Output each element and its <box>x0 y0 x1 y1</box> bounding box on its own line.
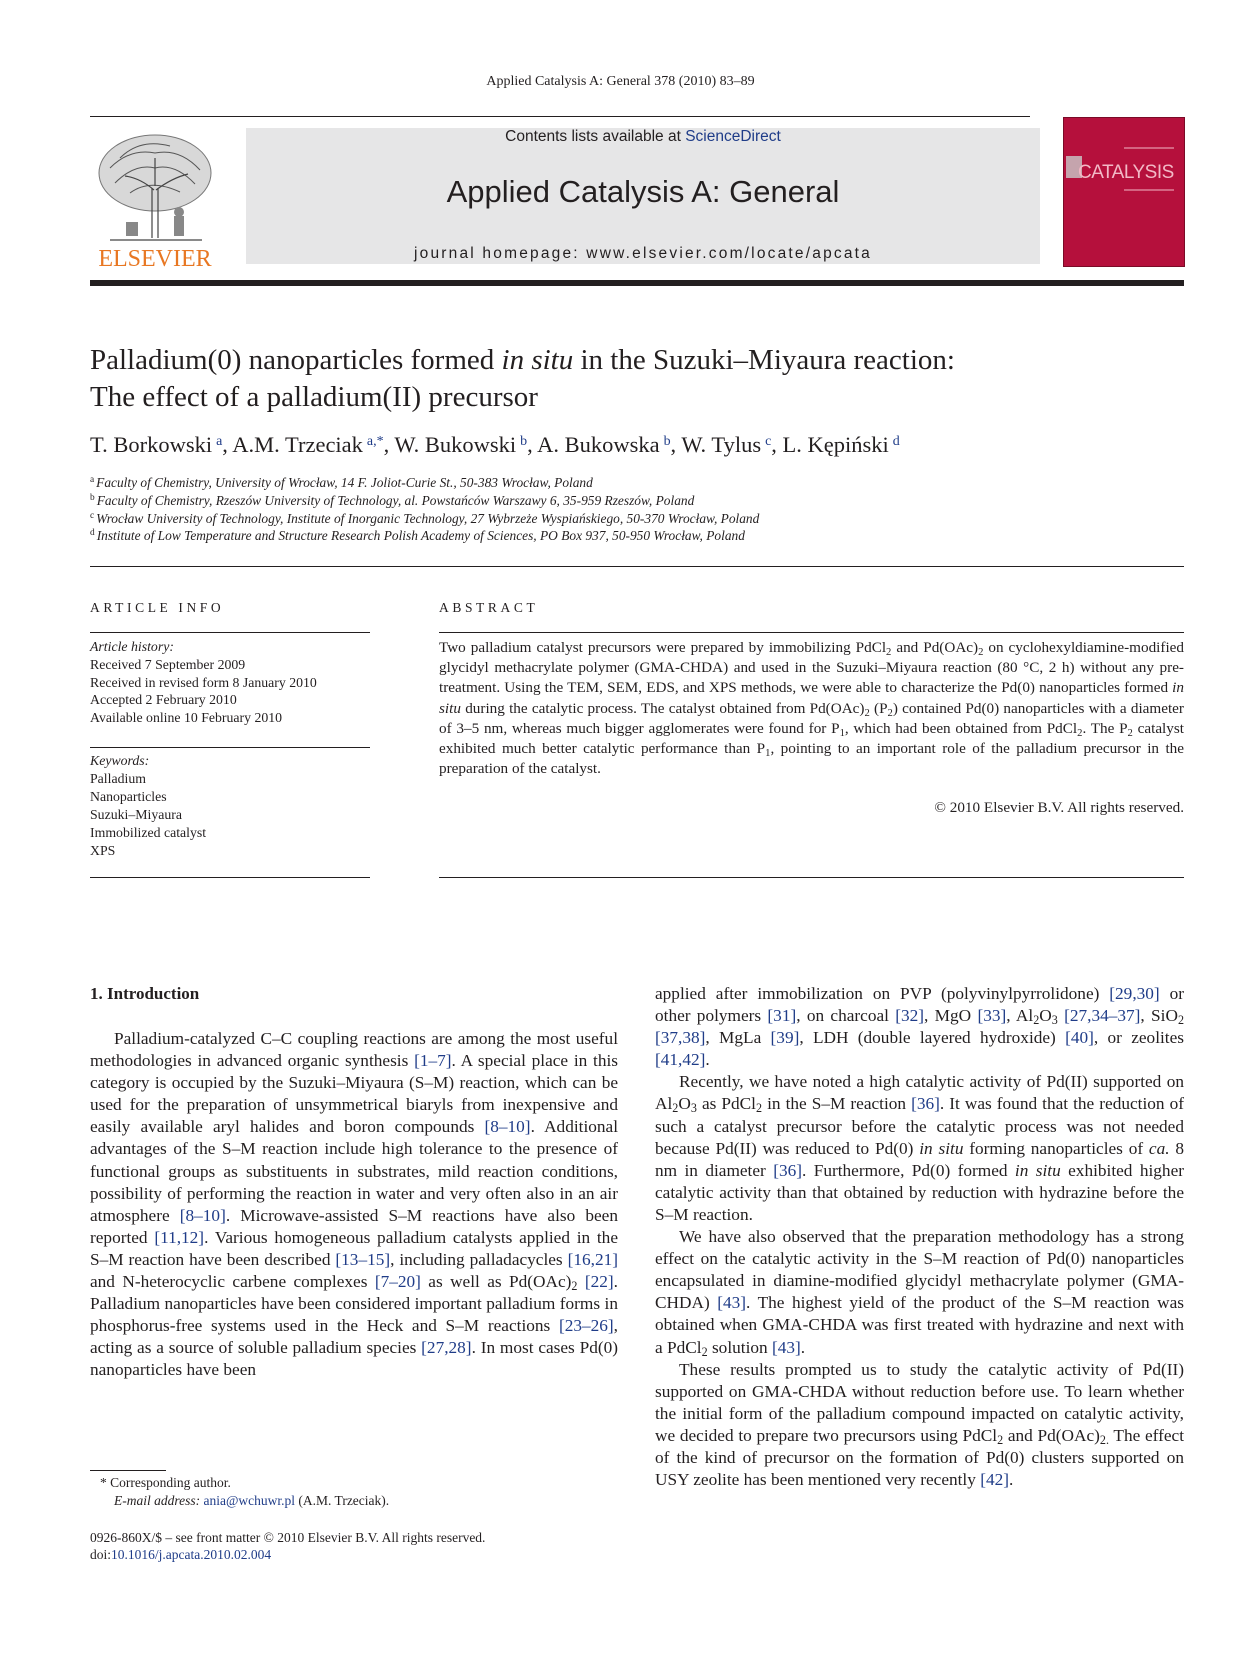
info-rule <box>90 747 370 748</box>
paragraph: These results prompted us to study the catalytic activity of Pd(II) supported on GMA-CHDA without reduction before use. To learn whether the initial form of the palladium compound impacted on catalytic activity, we decided to prepare two precursors using PdCl$_2$ and $Pd(OAc)_{2.}$ The effect of the kind of precursor on the formation of Pd(0) clusters supported on USY zeolite has been mentioned very recently [42]. <box>655 1359 1184 1490</box>
affiliation-line <box>90 474 1184 492</box>
history-item: Accepted 2 February 2010 <box>90 692 237 708</box>
paragraph: Palladium-catalyzed C–C coupling reactions are among the most useful methodologies in advanced organic synthesis [1–7]. A special place in this category is occupied by the Suzuki–Miyaura (S–M) reaction, which can be used for the preparation of unsymmetrical biaryls from inexpensive and easily available aryl halides and boron compounds [8–10]. Additional advantages of the S–M reaction include high tolerance to the presence of functional groups as substituents in substrates, mild reaction conditions, possibility of performing the reaction in water and very often also in an air atmosphere [8–10]. Microwave-assisted S–M reactions have also been reported [11,12]. Various homogeneous palladium catalysts applied in the S–M reaction have been described [13–15], including palladacycles [16,21] and N-heterocyclic carbene complexes [7–20] as well as $Pd(OAc)_2$ [22]. Palladium nanoparticles have been considered important palladium forms in phosphorus-free systems used in the Heck and S–M reactions [23–26], acting as a source of soluble palladium species [27,28]. In most cases Pd(0) nanoparticles have been <box>90 1029 619 1380</box>
history-item: Received in revised form 8 January 2010 <box>90 674 317 690</box>
affiliation-mark: d <box>90 528 95 539</box>
running-head: Applied Catalysis A: General 378 (2010) 83–89 <box>486 74 755 89</box>
header-rule <box>90 116 1030 117</box>
contents-line <box>246 128 1040 146</box>
citation-link[interactable]: [13–15] <box>335 1249 391 1269</box>
doi-prefix: doi: <box>90 1547 112 1562</box>
author-email-link[interactable]: ania@wchuwr.pl <box>203 1493 296 1508</box>
citation-link[interactable]: [31] <box>767 1006 797 1026</box>
elsevier-tree-icon <box>90 128 220 246</box>
author-affiliation-mark[interactable]: d <box>892 434 900 449</box>
paragraph: Recently, we have noted a high catalytic activity of Pd(II) supported on $Al_2O_3$ as PdCl$_2$ in the S–M reaction [36]. It was found that the reduction of such a catalyst precursor before the catalytic process was not needed because Pd(II) was reduced to Pd(0) in situ forming nanoparticles of ca. 8 nm in diameter [36]. Furthermore, Pd(0) formed in situ exhibited higher catalytic activity than that obtained by reduction with hydrazine before the S–M reaction. <box>655 1072 1184 1224</box>
affiliation-mark: b <box>90 492 95 503</box>
title-text-2: in the Suzuki–Miyaura reaction: <box>573 344 955 376</box>
keyword-item: Immobilized catalyst <box>90 825 207 840</box>
author-name: L. Kępiński <box>782 432 889 457</box>
journal-homepage[interactable]: journal homepage: www.elsevier.com/locate/apcata <box>414 245 872 262</box>
keyword-list <box>90 770 370 860</box>
citation-link[interactable]: [32] <box>895 1006 925 1026</box>
cover-title: CATALYSIS <box>1078 162 1174 183</box>
body-column-right <box>655 983 1184 1491</box>
article-history <box>90 638 370 727</box>
footnote-rule <box>90 1470 166 1471</box>
history-label: Article history: <box>90 639 174 654</box>
doi-link[interactable]: 10.1016/j.apcata.2010.02.004 <box>111 1547 272 1562</box>
abstract-rule <box>439 877 1184 878</box>
keywords <box>90 752 370 860</box>
affiliation-text: Faculty of Chemistry, University of Wrocław, 14 F. Joliot-Curie St., 50-383 Wrocław, Poland <box>96 475 593 490</box>
title-text: Palladium(0) nanoparticles formed <box>90 344 502 376</box>
affiliation-line <box>90 510 1184 528</box>
citation-link[interactable]: [11,12] <box>154 1227 205 1247</box>
body-column-left <box>90 1028 618 1382</box>
author-separator: , <box>771 432 783 457</box>
contents-prefix: Contents lists available at <box>505 128 686 145</box>
section-rule <box>90 566 1184 567</box>
title-line-2: The effect of a palladium(II) precursor <box>90 381 538 413</box>
citation-link[interactable]: [27,34–37] <box>1064 1006 1141 1026</box>
cover-art-icon <box>1064 118 1184 266</box>
author-affiliation-mark[interactable]: b <box>663 434 671 449</box>
history-item: Available online 10 February 2010 <box>90 710 283 726</box>
email-suffix: (A.M. Trzeciak). <box>295 1493 390 1508</box>
email-label: E-mail address: <box>114 1493 204 1508</box>
keyword-item: XPS <box>90 843 116 858</box>
author-name: W. Tylus <box>681 432 762 457</box>
corresponding-author-footnote <box>90 1474 618 1510</box>
author-separator: , <box>527 432 538 457</box>
abstract-copyright: © 2010 Elsevier B.V. All rights reserved. <box>934 799 1184 816</box>
citation-link[interactable]: [1–7] <box>414 1051 452 1071</box>
citation-link[interactable]: [33] <box>977 1006 1007 1026</box>
citation-link[interactable]: [43] <box>717 1293 747 1313</box>
citation-link[interactable]: [16,21] <box>567 1249 619 1269</box>
affiliation-mark: c <box>90 510 95 521</box>
paragraph: We have also observed that the preparation methodology has a strong effect on the catalytic activity in the S–M reaction of Pd(0) nanoparticles encapsulated in diamine-modified glycidyl methacrylate polymer (GMA-CHDA) [43]. The highest yield of the product of the S–M reaction was obtained when GMA-CHDA was first treated with hydrazine and next with a PdCl$_2$ solution [43]. <box>655 1227 1184 1359</box>
author-name: A. Bukowska <box>537 432 660 457</box>
article-info-heading: ARTICLE INFO <box>90 600 225 615</box>
footnote-corresponding: Corresponding author. <box>106 1475 231 1490</box>
citation-link[interactable]: [7–20] <box>374 1272 421 1292</box>
author-name: A.M. Trzeciak <box>232 432 363 457</box>
citation-link[interactable]: [29,30] <box>1109 984 1160 1003</box>
citation-link[interactable]: [36] <box>773 1160 802 1180</box>
abstract-rule <box>439 632 1184 633</box>
citation-link[interactable]: [27,28] <box>421 1338 472 1358</box>
affiliation-text: Institute of Low Temperature and Structure Research Polish Academy of Sciences, PO Box 937, 50-950 Wrocław, Poland <box>96 528 745 544</box>
front-matter <box>90 1529 618 1563</box>
affiliation-text: Wrocław University of Technology, Institute of Inorganic Technology, 27 Wybrzeże Wyspiańskiego, 50-370 Wrocław, Poland <box>96 510 760 526</box>
author-name: W. Bukowski <box>394 432 517 457</box>
citation-link[interactable]: [41,42] <box>655 1050 706 1070</box>
citation-link[interactable]: [40] <box>1065 1028 1094 1048</box>
citation-link[interactable]: [37,38] <box>655 1028 706 1048</box>
author-name: T. Borkowski <box>90 432 213 457</box>
history-list <box>90 656 370 727</box>
article-title <box>90 342 1184 416</box>
info-rule <box>90 877 370 878</box>
footnote-star: * <box>100 1475 107 1490</box>
author-list <box>90 432 1184 458</box>
author-separator: , <box>222 432 233 457</box>
author-separator: , <box>670 432 682 457</box>
affiliation-mark: a <box>90 475 95 485</box>
journal-name: Applied Catalysis A: General <box>446 174 840 209</box>
affiliations <box>90 474 1184 545</box>
keywords-label: Keywords: <box>90 753 150 768</box>
abstract-heading: ABSTRACT <box>439 600 539 615</box>
affiliation-line <box>90 527 1184 545</box>
keyword-item: Nanoparticles <box>90 789 167 804</box>
citation-link[interactable]: [36] <box>911 1094 940 1114</box>
citation-link[interactable]: [22] <box>584 1272 614 1292</box>
journal-cover-thumbnail[interactable] <box>1063 117 1185 267</box>
journal-masthead <box>246 128 1040 264</box>
section-heading-introduction: 1. Introduction <box>90 984 200 1003</box>
paragraph: applied after immobilization on PVP (polyvinylpyrrolidone) [29,30] or other polymers [31], on charcoal [32], MgO [33], $Al_2O_3$ [27,34–37], SiO$_2$ [37,38], MgLa [39], LDH (double layered hydroxide) [40], or zeolites [41,42]. <box>655 984 1184 1070</box>
author-affiliation-mark[interactable]: b <box>520 434 528 449</box>
elsevier-wordmark: ELSEVIER <box>98 246 212 272</box>
info-rule <box>90 632 370 633</box>
author-affiliation-mark[interactable]: c <box>765 434 772 449</box>
affiliation-text: Faculty of Chemistry, Rzeszów University of Technology, al. Powstańców Warszawy 6, 35-959 Rzeszów, Poland <box>96 492 695 508</box>
issn-line: 0926-860X/$ – see front matter © 2010 Elsevier B.V. All rights reserved. <box>90 1530 486 1545</box>
history-item: Received 7 September 2009 <box>90 656 246 672</box>
author-affiliation-mark[interactable]: a <box>216 434 223 449</box>
author-separator: , <box>383 432 395 457</box>
title-italic: in situ <box>501 344 574 376</box>
author-affiliation-mark[interactable]: a,* <box>366 434 384 449</box>
keyword-item: Palladium <box>90 771 146 786</box>
keyword-item: Suzuki–Miyaura <box>90 807 182 822</box>
affiliation-line <box>90 492 1184 510</box>
citation-link[interactable]: [23–26] <box>558 1316 614 1336</box>
citation-link[interactable]: [39] <box>770 1028 800 1048</box>
citation-link[interactable]: [8–10] <box>179 1205 226 1225</box>
citation-link[interactable]: [43] <box>771 1337 801 1357</box>
citation-link[interactable]: [42] <box>980 1470 1009 1490</box>
masthead-rule <box>90 280 1184 286</box>
sciencedirect-link[interactable]: ScienceDirect <box>685 128 781 145</box>
abstract-body: Two palladium catalyst precursors were prepared by immobilizing PdCl$_2$ and $Pd(OAc)_2$ on cyclohexyldiamine-modified glycidyl methacrylate polymer (GMA-CHDA) and used in the Suzuki–Miyaura reaction (80 °C, 2 h) without any pre-treatment. Using the TEM, SEM, EDS, and XPS methods, we were able to characterize the Pd(0) nanoparticles formed in situ during the catalytic process. The catalyst obtained from $Pd(OAc)_2$ $(P_2)$ contained Pd(0) nanoparticles with a diameter of 3–5 nm, whereas much bigger agglomerates were found for $P_1$, which had been obtained from PdCl$_2$. The $P_2$ catalyst exhibited much better catalytic performance than $P_1$, pointing to an important role of the palladium precursor in the preparation of the catalyst. <box>439 639 1185 778</box>
citation-link[interactable]: [8–10] <box>484 1117 531 1137</box>
elsevier-logo[interactable] <box>90 128 220 270</box>
